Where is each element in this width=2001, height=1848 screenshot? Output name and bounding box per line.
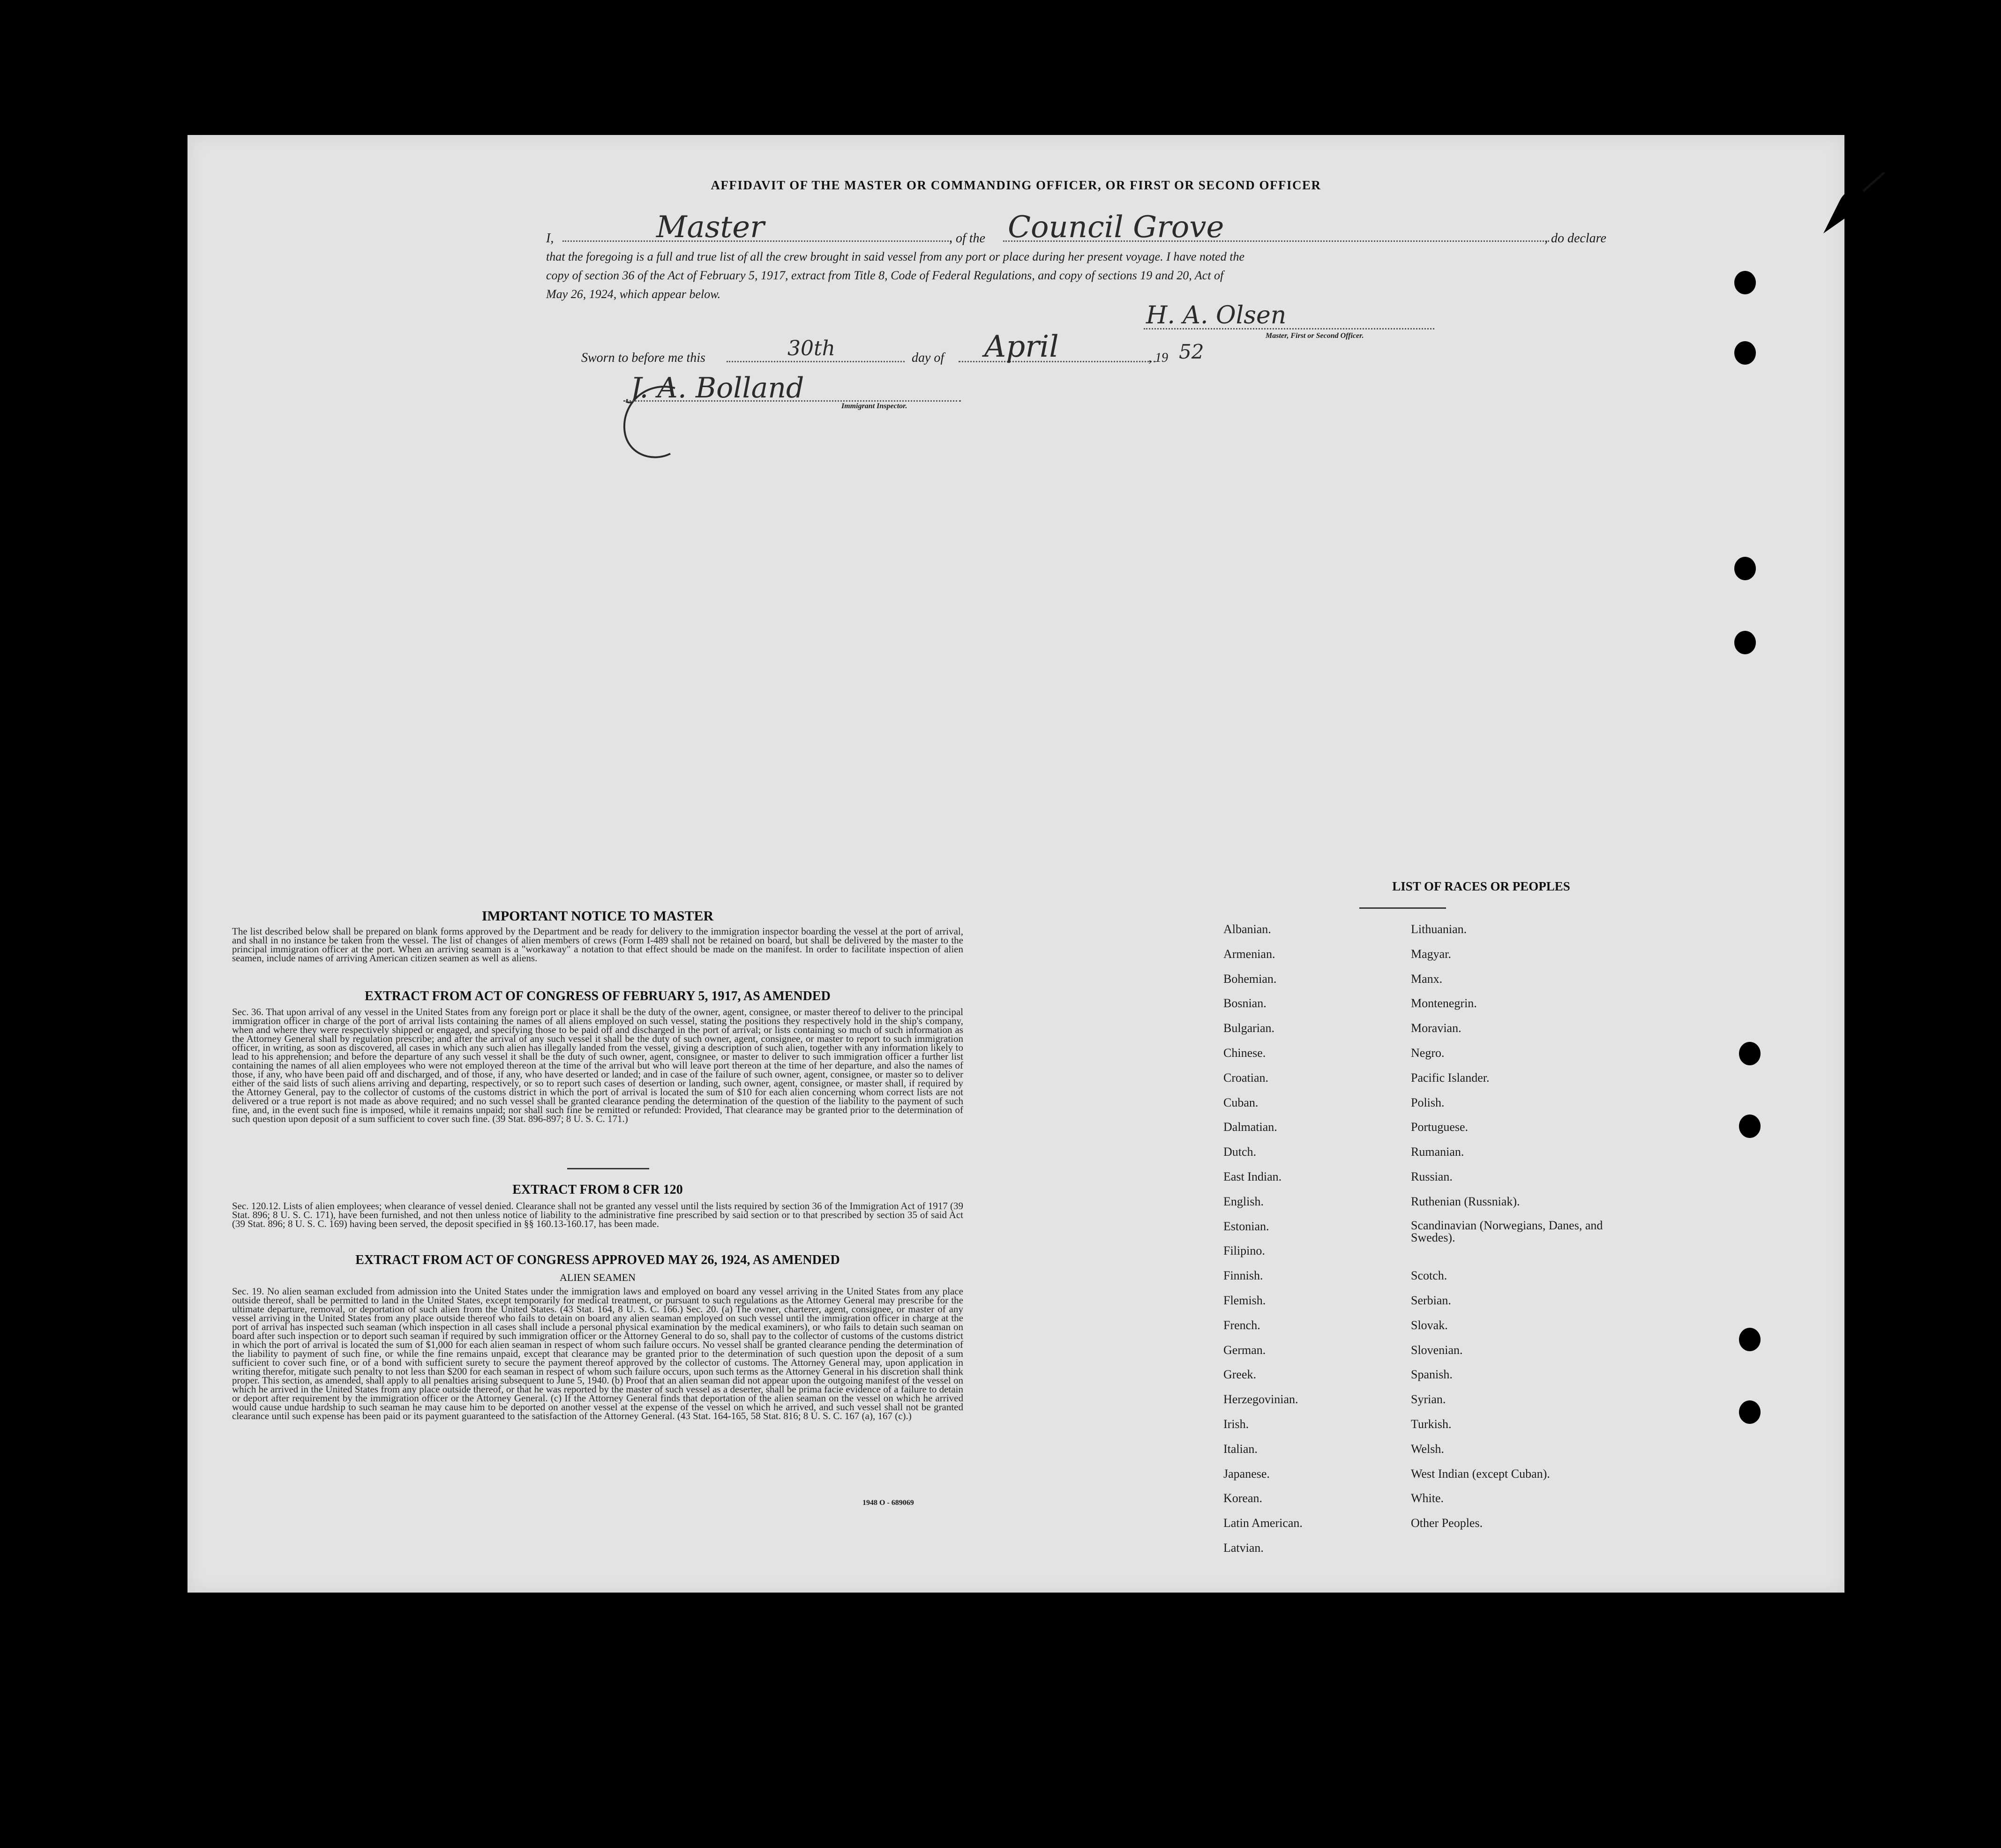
extract1924-text: Sec. 19. No alien seaman excluded from admission into the United States under the immigration laws and employed on board any vessel arriving in the United States from any place outside thereof, shall be permitted to land in the United States, except temporarily for medical treatment, or pursuant to such regulations as the Attorney General may prescribe for the ultimate departure, removal, or deportation of such alien from the United States. (43 Stat. 164, 8 U. S. C. 166.) Sec. 20. (a) The owner, charterer, agent, consignee, or master of any vessel arriving in the United States from any place outside thereof who fails to detain on board any alien seaman employed on such vessel until the immigration officer in charge at the port of arrival has inspected such seaman (which inspection in all cases shall include a personal physical examination by the medical examiners), or who fails to detain such seaman on board after such inspection or to deport such seaman if required by such immigration officer or the Attorney General to do so, shall pay to the collector of customs of the customs district in which the port of arrival is located the sum of $1,000 for each alien seaman in respect of whom such failure occurs. No vessel shall be granted clearance pending the determination of the liability to payment of such fine, or while the fine remains unpaid, except that clearance may be granted prior to the determination of such question upon the deposit of a sum sufficient to cover such fine, or of a bond with sufficient surety to secure the payment thereof approved by the collector of customs. The Attorney General may, upon application in writing therefor, mitigate such penalty to not less than $200 for each seaman in respect of whom such failure occurs, upon such terms as the Attorney General in his discretion shall think proper. This section, as amended, shall apply to all penalties arising subsequent to June 5, 1940. (b) Proof that an alien seaman did not appear upon the outgoing manifest of the vessel on which he arrived in the United States from any place outside thereof, or that he was reported by the master of such vessel as a deserter, shall be prima facie evidence of a failure to detain or deport after requirement by the immigration officer or the Attorney General. (c) If the Attorney General finds that deportation of the alien seaman on the vessel on which he arrived would cause undue hardship to such seaman he may cause him to be deported on another vessel at the expense of the vessel on which he arrived, and such vessel shall not be granted clearance until such expense has been paid or its payment guaranteed to the satisfaction of the Attorney General. (43 Stat. 164-165, 58 Stat. 816; 8 U. S. C. 167 (a), 167 (c).) xyxy=(232,1287,963,1422)
race-item: Latvian. xyxy=(1223,1541,1264,1555)
race-item: Portuguese. xyxy=(1411,1120,1469,1134)
rule-1917 xyxy=(567,1168,649,1169)
sworn-label: Sworn to before me this xyxy=(581,351,705,365)
race-item: Estonian. xyxy=(1223,1219,1269,1233)
race-item: Bulgarian. xyxy=(1223,1021,1275,1035)
race-item: Polish. xyxy=(1411,1095,1445,1109)
punch-hole xyxy=(1734,631,1756,654)
affidavit-i-label: I, xyxy=(546,231,554,246)
race-item: Welsh. xyxy=(1411,1442,1444,1456)
race-item: Albanian. xyxy=(1223,922,1271,936)
punch-hole xyxy=(1739,1328,1761,1351)
extract1917-text: Sec. 36. That upon arrival of any vessel in the United States from any foreign port or place it shall be the duty of the owner, agent, consignee, or master thereof to deliver to the principal immigration officer in charge of the port of arrival lists containing the names of all aliens employed on such vessel, stating the positions they respectively hold in the ship's company, when and where they were respectively shipped or engaged, and specifying those to be paid off and discharged in the port of arrival; or lists containing so much of such information as the Attorney General shall by regulation prescribe; and after the arrival of any such vessel it shall be the duty of such owner, agent, consignee, or master to report to such immigration officer, in writing, as soon as discovered, all cases in which any such alien has illegally landed from the vessel, giving a description of such alien, together with any information likely to lead to his apprehension; and before the departure of any such vessel it shall be the duty of such owner, agent, consignee, or master to deliver to such immigration officer a further list containing the names of all alien employees who were not employed thereon at the time of the arrival but who will leave port thereon at the time of her departure, and also the names of those, if any, who have been paid off and discharged, and of those, if any, who have deserted or landed; and in case of the failure of such owner, agent, consignee, or master so to deliver either of the said lists of such aliens arriving and departing, respectively, or so to report such cases of desertion or landing, such owner, agent, consignee, or master shall, if required by the Attorney General, pay to the collector of customs of the customs district in which the port of arrival is located the sum of $10 for each alien concerning whom correct lists are not delivered or a true report is not made as above required; and no such vessel shall be granted clearance pending the determination of the question of the liability to the payment of such fine, and, in the event such fine is imposed, while it remains unpaid; nor shall such fine be remitted or refunded: Provided, That clearance may be granted prior to the determination of such question upon deposit of a sum sufficient to cover such fine. (39 Stat. 896-897; 8 U. S. C. 171.) xyxy=(232,1008,963,1124)
race-item: Herzegovinian. xyxy=(1223,1392,1298,1407)
officer-signature-line xyxy=(1144,328,1434,329)
race-item: Greek. xyxy=(1223,1368,1257,1382)
race-item: Filipino. xyxy=(1223,1244,1265,1258)
race-item: German. xyxy=(1223,1343,1266,1357)
race-item: Bosnian. xyxy=(1223,996,1267,1010)
race-item: Cuban. xyxy=(1223,1095,1259,1109)
master-handwritten: Master xyxy=(656,210,764,245)
races-heading: LIST OF RACES OR PEOPLES xyxy=(1392,879,1570,893)
notice-heading: IMPORTANT NOTICE TO MASTER xyxy=(481,908,714,924)
inspector-signature: J. A. Bolland xyxy=(630,372,804,404)
race-item: West Indian (except Cuban). xyxy=(1411,1466,1550,1481)
inspector-signature-line xyxy=(623,400,961,402)
officer-signature: H. A. Olsen xyxy=(1146,301,1287,329)
sworn-month: April xyxy=(984,329,1059,364)
extract1924-subheading: ALIEN SEAMEN xyxy=(560,1272,636,1283)
affidavit-body-line2: copy of section 36 of the Act of February 5, 1917, extract from Title 8, Code of Federal Regulations, and copy of sections 19 and 20, Act of xyxy=(546,269,1224,282)
notice-text: The list described below shall be prepared on blank forms approved by the Department and be ready for delivery to the immigration inspector boarding the vessel at the port of arrival, and shall in no instance be taken from the vessel. The list of changes of alien members of crews (Form I-489 shall not be retained on board, but shall be delivered by the master to the principal immigration officer at the port. When an arriving seaman is a "workaway" a notation to that effect should be made on the manifest. In order to facilitate inspection of alien seamen, include names of arriving American citizen seamen as well as aliens. xyxy=(232,927,963,964)
race-item: Flemish. xyxy=(1223,1294,1266,1307)
race-item: Armenian. xyxy=(1223,947,1275,961)
race-item: White. xyxy=(1411,1491,1444,1505)
sworn-day: 30th xyxy=(787,337,836,360)
vessel-handwritten: Council Grove xyxy=(1008,210,1224,245)
race-item: Italian. xyxy=(1223,1442,1258,1456)
extract1917-heading: EXTRACT FROM ACT OF CONGRESS OF FEBRUARY 5, 1917, AS AMENDED xyxy=(365,989,831,1003)
race-item: Syrian. xyxy=(1411,1392,1446,1407)
race-item: Lithuanian. xyxy=(1411,922,1467,936)
race-item: Ruthenian (Russniak). xyxy=(1411,1194,1520,1208)
officer-caption: Master, First or Second Officer. xyxy=(1266,332,1364,340)
race-item: Latin American. xyxy=(1223,1516,1303,1530)
punch-hole xyxy=(1739,1400,1761,1424)
punch-hole xyxy=(1739,1115,1761,1138)
race-item: Serbian. xyxy=(1411,1294,1451,1307)
race-item: French. xyxy=(1223,1318,1260,1332)
race-item: Korean. xyxy=(1223,1491,1263,1505)
punch-hole xyxy=(1734,341,1756,365)
print-code: 1948 O - 689069 xyxy=(862,1499,914,1507)
do-declare-label: , do declare xyxy=(1544,231,1606,246)
race-item: Russian. xyxy=(1411,1170,1453,1183)
punch-hole xyxy=(1739,1042,1761,1065)
document-page xyxy=(187,135,1844,1593)
punch-hole xyxy=(1734,557,1756,580)
race-item: Chinese. xyxy=(1223,1046,1266,1060)
race-item: Slovak. xyxy=(1411,1318,1448,1332)
race-item: Spanish. xyxy=(1411,1368,1453,1382)
race-item: Dutch. xyxy=(1223,1145,1257,1159)
race-item: Dalmatian. xyxy=(1223,1120,1277,1134)
race-item: Montenegrin. xyxy=(1411,996,1477,1010)
affidavit-title: AFFIDAVIT OF THE MASTER OR COMMANDING OFFICER, OR FIRST OR SECOND OFFICER xyxy=(711,178,1321,192)
race-item: Croatian. xyxy=(1223,1070,1269,1085)
punch-hole xyxy=(1734,271,1756,294)
race-item: Moravian. xyxy=(1411,1021,1461,1035)
races-rule xyxy=(1359,907,1446,909)
race-item: Turkish. xyxy=(1411,1417,1452,1431)
cfr-text: Sec. 120.12. Lists of alien employees; when clearance of vessel denied. Clearance shall not be granted any vessel until the lists required by section 36 of the Immigration Act of 1917 (39 Stat. 896; 8 U. S. C. 171), have been furnished, and not then unless notice of liability to the administrative fine prescribed by said section or to that prescribed by section 35 of said Act (39 Stat. 896; 8 U. S. C. 169) having been served, the deposit specified in §§ 160.13-160.17, has been made. xyxy=(232,1202,963,1229)
affidavit-body-line1: that the foregoing is a full and true list of all the crew brought in said vessel from any port or place during her present voyage. I have noted the xyxy=(546,250,1244,263)
race-item: Rumanian. xyxy=(1411,1145,1464,1159)
extract1924-heading: EXTRACT FROM ACT OF CONGRESS APPROVED MAY 26, 1924, AS AMENDED xyxy=(355,1253,840,1267)
race-item: Negro. xyxy=(1411,1046,1445,1060)
year-prefix: , 19 xyxy=(1148,351,1168,365)
race-item: Slovenian. xyxy=(1411,1343,1463,1357)
race-item: Bohemian. xyxy=(1223,972,1277,986)
race-item: Scandinavian (Norwegians, Danes, and Swedes). xyxy=(1411,1218,1603,1244)
race-item: East Indian. xyxy=(1223,1170,1282,1183)
race-item: Scotch. xyxy=(1411,1269,1447,1283)
sworn-day-line xyxy=(727,361,905,362)
inspector-signature-flourish xyxy=(619,383,694,463)
paper-clip-mark xyxy=(1819,172,1894,233)
cfr-heading: EXTRACT FROM 8 CFR 120 xyxy=(512,1182,683,1197)
race-item: Pacific Islander. xyxy=(1411,1070,1490,1085)
race-item: Irish. xyxy=(1223,1417,1249,1431)
race-item: Other Peoples. xyxy=(1411,1516,1483,1530)
inspector-caption: Immigrant Inspector. xyxy=(841,402,907,410)
of-the-label: , of the xyxy=(949,231,985,246)
race-item: English. xyxy=(1223,1194,1264,1208)
race-item: Japanese. xyxy=(1223,1466,1270,1481)
race-item: Magyar. xyxy=(1411,947,1451,961)
race-item: Manx. xyxy=(1411,972,1443,986)
affidavit-body-line3: May 26, 1924, which appear below. xyxy=(546,287,721,301)
year-suffix: 52 xyxy=(1179,340,1204,363)
race-item: Finnish. xyxy=(1223,1269,1263,1283)
day-of-label: day of xyxy=(912,351,944,365)
